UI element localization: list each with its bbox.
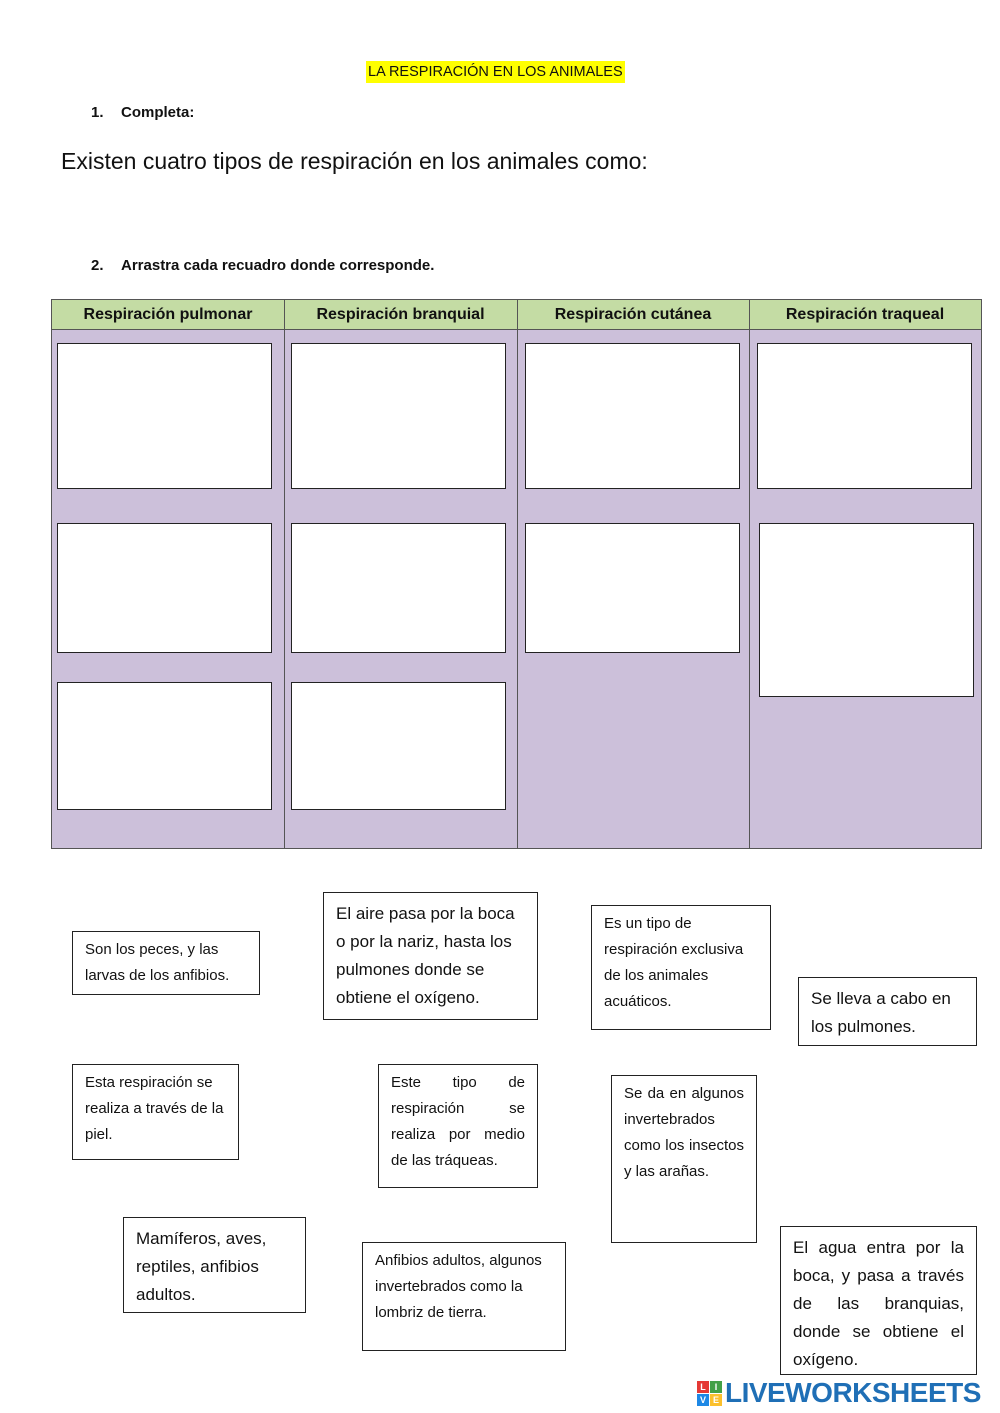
section-2-heading xyxy=(91,257,434,274)
draggable-card[interactable]: El aire pasa por la boca o por la nariz, hasta los pulmones donde se obtiene el oxígeno. xyxy=(323,892,538,1020)
drop-zone-traqueal-2[interactable] xyxy=(759,523,974,697)
column-divider xyxy=(749,300,750,848)
drop-zone-pulmonar-3[interactable] xyxy=(57,682,272,810)
logo-cube-icon xyxy=(697,1381,722,1406)
prompt-sentence: Existen cuatro tipos de respiración en los animales como: xyxy=(61,148,648,174)
draggable-card[interactable]: El agua entra por la boca, y pasa a través de las branquias, donde se obtiene el oxígeno. xyxy=(780,1226,977,1375)
drop-zone-pulmonar-1[interactable] xyxy=(57,343,272,489)
logo-cube-letter: L xyxy=(697,1381,709,1393)
column-header-cutanea: Respiración cutánea xyxy=(517,300,749,330)
draggable-card[interactable]: Mamíferos, aves, reptiles, anfibios adultos. xyxy=(123,1217,306,1313)
section-label: Arrastra cada recuadro donde corresponde. xyxy=(121,257,435,274)
drop-zone-branquial-1[interactable] xyxy=(291,343,506,489)
logo-cube-letter: I xyxy=(710,1381,722,1393)
section-label: Completa: xyxy=(121,104,195,121)
column-divider xyxy=(284,300,285,848)
drop-zone-branquial-3[interactable] xyxy=(291,682,506,810)
draggable-card[interactable]: Es un tipo de respiración exclusiva de los animales acuáticos. xyxy=(591,905,771,1030)
section-1-heading xyxy=(91,104,194,121)
draggable-card[interactable]: Son los peces, y las larvas de los anfibios. xyxy=(72,931,260,995)
column-header-pulmonar: Respiración pulmonar xyxy=(52,300,284,330)
drop-zone-cutanea-1[interactable] xyxy=(525,343,740,489)
column-header-traqueal: Respiración traqueal xyxy=(749,300,981,330)
drop-zone-branquial-2[interactable] xyxy=(291,523,506,653)
draggable-card[interactable]: Se da en algunos invertebrados como los insectos y las arañas. xyxy=(611,1075,757,1243)
section-number: 2. xyxy=(91,257,104,274)
column-divider xyxy=(517,300,518,848)
draggable-card[interactable]: Esta respiración se realiza a través de la piel. xyxy=(72,1064,239,1160)
draggable-card[interactable]: Este tipo de respiración se realiza por medio de las tráqueas. xyxy=(378,1064,538,1188)
logo-cube-letter: V xyxy=(697,1394,709,1406)
drop-zone-cutanea-2[interactable] xyxy=(525,523,740,653)
draggable-card[interactable]: Anfibios adultos, algunos invertebrados como la lombriz de tierra. xyxy=(362,1242,566,1351)
section-number: 1. xyxy=(91,104,104,121)
draggable-card[interactable]: Se lleva a cabo en los pulmones. xyxy=(798,977,977,1046)
classification-table xyxy=(51,299,982,849)
drop-zone-traqueal-1[interactable] xyxy=(757,343,972,489)
liveworksheets-logo xyxy=(697,1378,981,1408)
column-header-branquial: Respiración branquial xyxy=(284,300,517,330)
drop-zone-pulmonar-2[interactable] xyxy=(57,523,272,653)
logo-text: LIVEWORKSHEETS xyxy=(725,1377,981,1408)
worksheet-title: LA RESPIRACIÓN EN LOS ANIMALES xyxy=(366,61,625,83)
logo-cube-letter: E xyxy=(710,1394,722,1406)
